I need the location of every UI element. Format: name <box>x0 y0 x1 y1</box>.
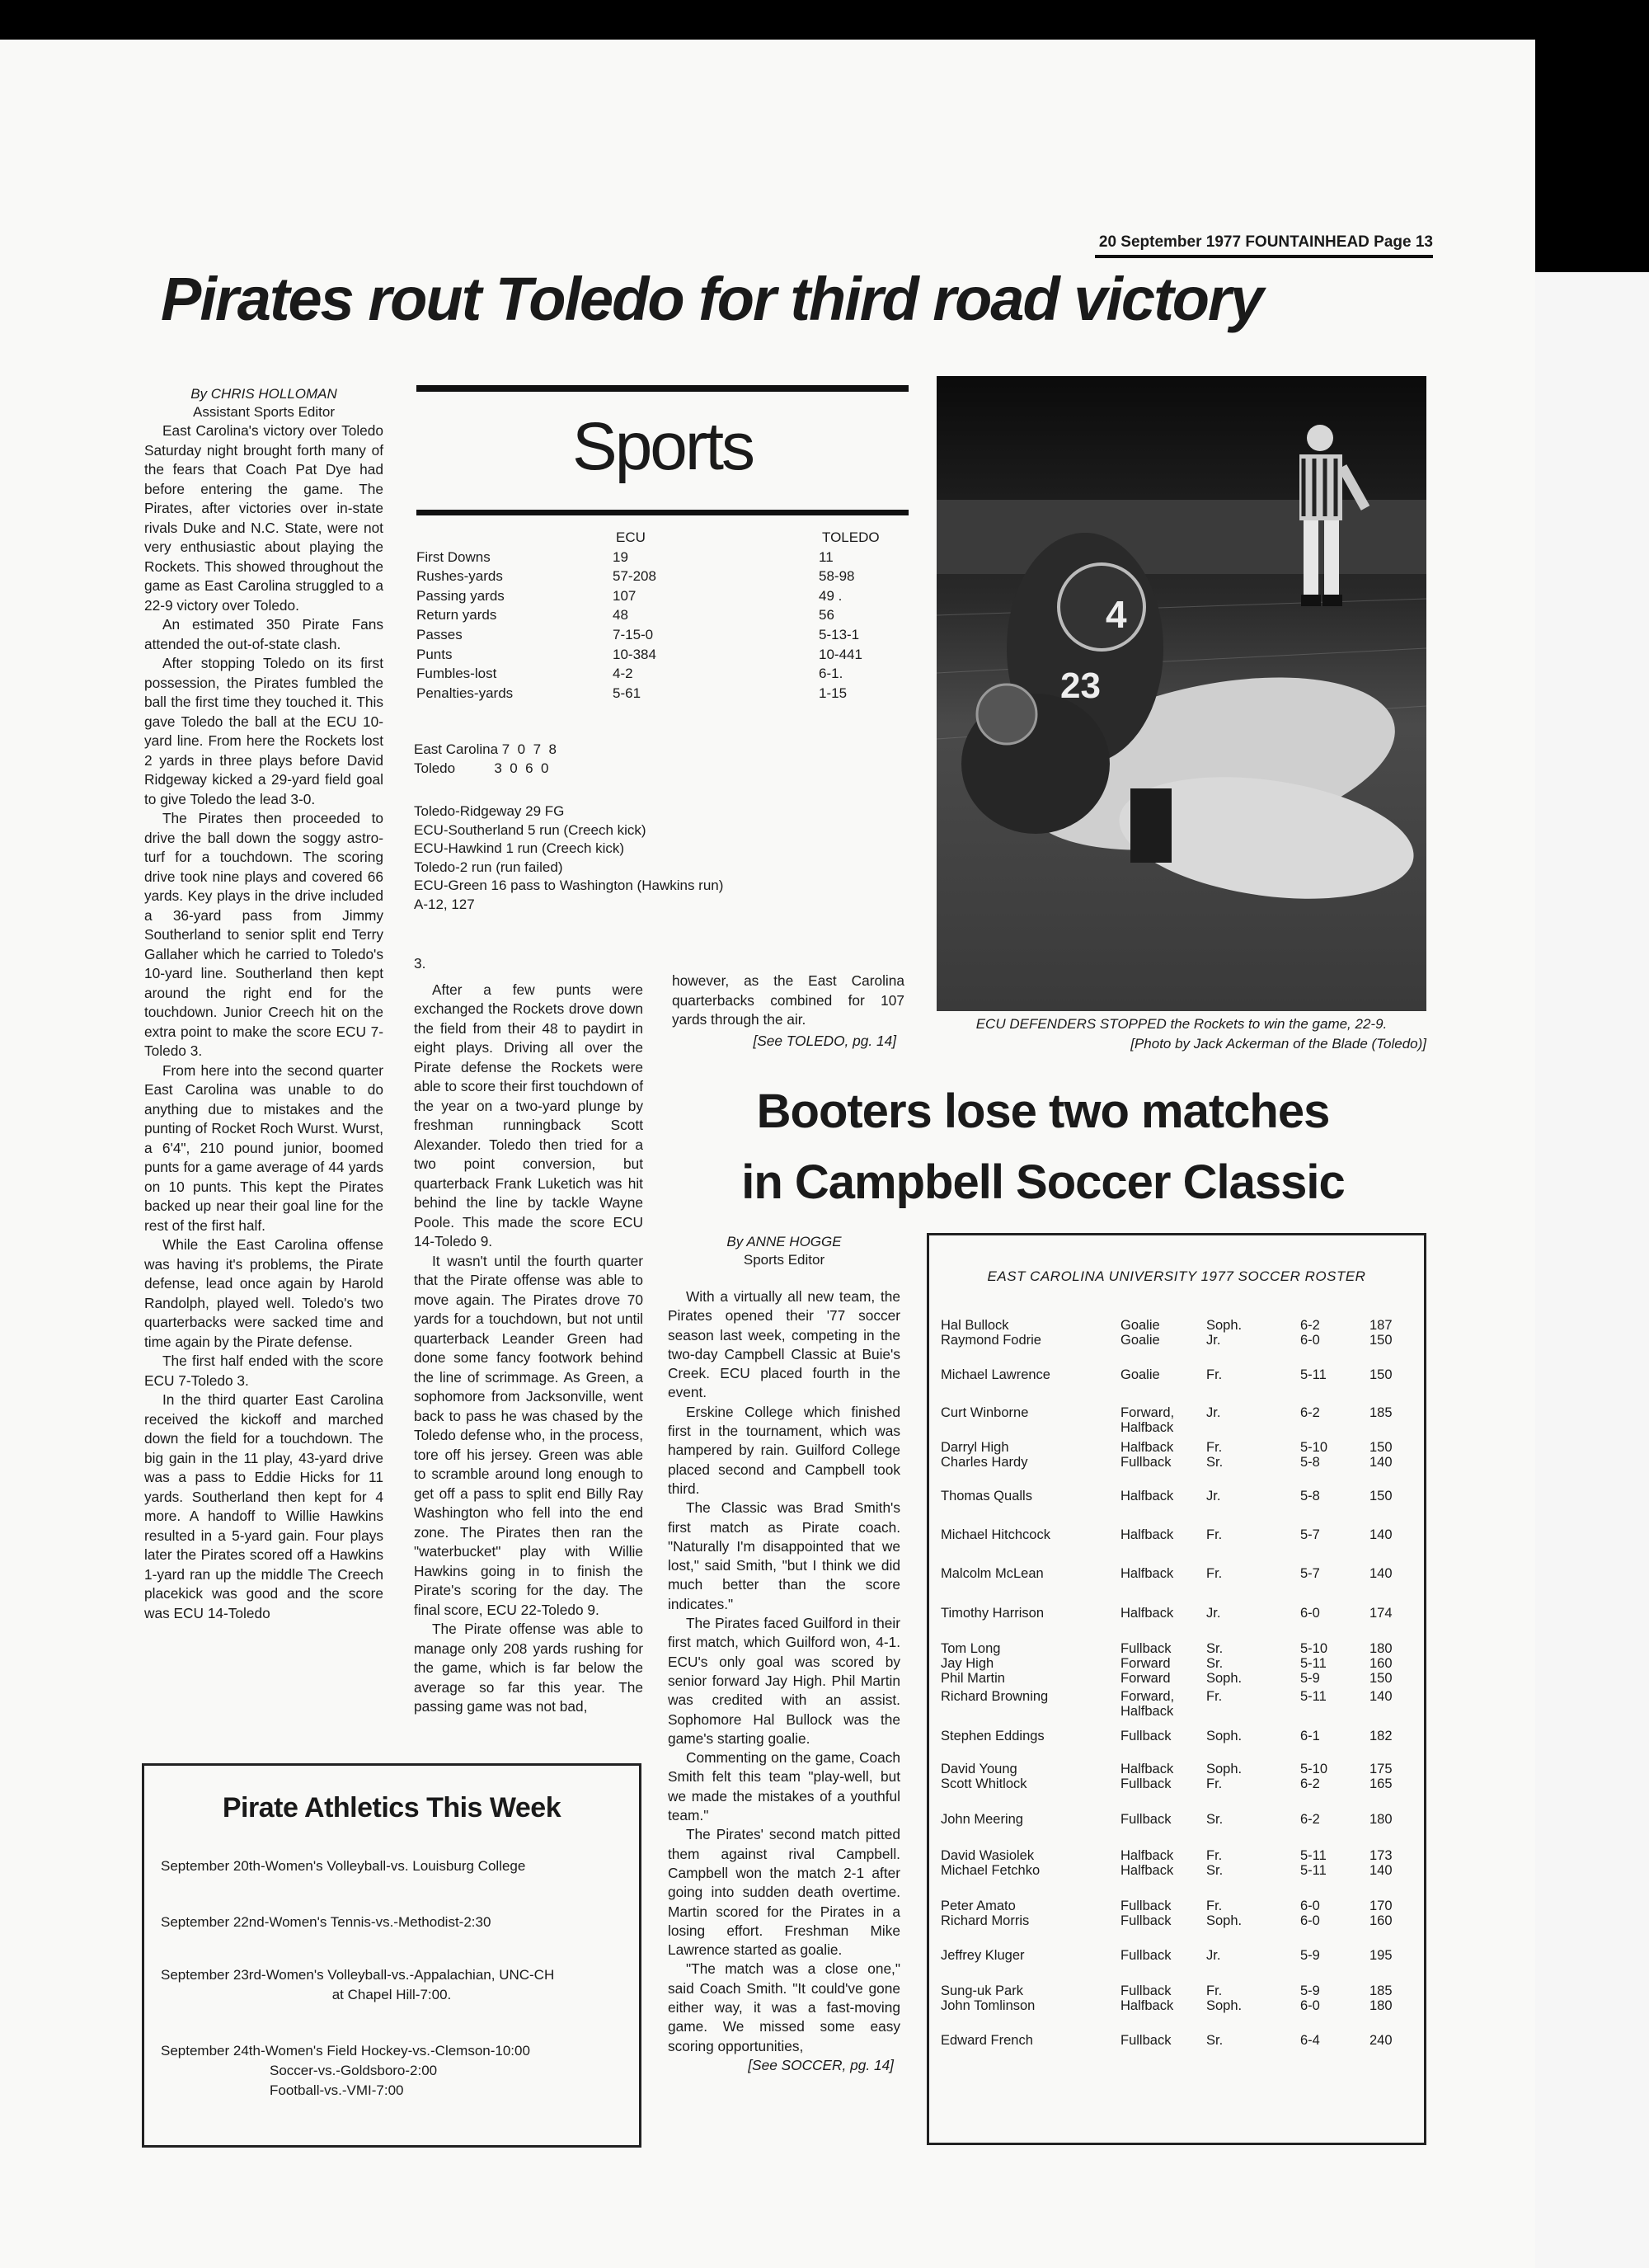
roster-cls: Jr. <box>1206 1606 1221 1621</box>
roster-wt: 180 <box>1369 1998 1393 2013</box>
roster-pos: Goalie <box>1120 1367 1160 1382</box>
col2-paragraphs <box>414 981 643 1717</box>
roster-name: Jeffrey Kluger <box>941 1948 1025 1963</box>
jersey-number: 23 <box>1060 666 1101 706</box>
roster-cls: Sr. <box>1206 1455 1224 1470</box>
roster-name: Darryl High <box>941 1440 1009 1455</box>
roster-ht: 5-9 <box>1300 1671 1320 1686</box>
roster-cls: Fr. <box>1206 1440 1223 1455</box>
roster-name: John Meering <box>941 1812 1023 1827</box>
roster-wt: 150 <box>1369 1489 1393 1503</box>
stat-label: Fumbles-lost <box>416 666 497 682</box>
stat-toledo: 5-13-1 <box>819 626 860 642</box>
roster-cls: Sr. <box>1206 1863 1224 1878</box>
stat-ecu: 107 <box>613 587 637 604</box>
roster-wt: 150 <box>1369 1440 1393 1455</box>
roster-wt: 150 <box>1369 1671 1393 1686</box>
stat-ecu: 7-15-0 <box>613 626 654 642</box>
col2-paragraph: It wasn't until the fourth quarter that the Pirate offense was able to move again. The Pirates drove 70 yards for a touchdown, but not until quarterback Leander Green had done some fancy footwork behind the line of scrimmage. As Green, a sophomore from Jacksonville, went back to pass he was chased by the Toledo defense who, in the process, tore off his jersey. Green was able to scramble around long enough to get off a pass to split end Billy Ray Washington who fell into the end zone. The Pirates then ran the "waterbucket" play with Willie Hawkins going in to finish the Pirate's scoring for the day. The final score, ECU 22-Toledo 9. <box>414 1252 643 1618</box>
roster-cls: Jr. <box>1206 1333 1221 1348</box>
roster-name: David Wasiolek <box>941 1848 1035 1863</box>
roster-pos: Halfback <box>1120 1489 1174 1503</box>
stat-ecu: 19 <box>613 548 628 565</box>
roster-ht: 6-2 <box>1300 1405 1320 1420</box>
col1-paragraph: An estimated 350 Pirate Fans attended the out-of-state clash. <box>144 616 383 652</box>
roster-name: David Young <box>941 1762 1017 1776</box>
roster-ht: 5-8 <box>1300 1455 1320 1470</box>
scoring-line: ECU-Southerland 5 run (Creech kick) <box>414 821 646 838</box>
roster-name: Peter Amato <box>941 1899 1016 1913</box>
caption-text: ECU DEFENDERS STOPPED the Rockets to win the game, 22-9. <box>975 1016 1388 1032</box>
roster-cls: Fr. <box>1206 1367 1223 1382</box>
athletics-item-line3: Football-vs.-VMI-7:00 <box>270 2082 404 2098</box>
team-stats-table <box>416 528 911 703</box>
soccer-paragraph: Erskine College which finished first in the tournament, which was hampered by rain. Guilford College placed second and Campbell took third. <box>668 1403 900 1497</box>
col1-paragraph: After stopping Toledo on its first possession, the Pirates fumbled the ball the first time they touched it. This gave Toledo the ball at the ECU 10-yard line. From here the Rockets lost 2 yards in three plays before David Ridgeway kicked a 29-yard field goal to give Toledo the lead 3-0. <box>144 655 383 807</box>
scoring-line: A-12, 127 <box>414 896 475 912</box>
roster-pos: Forward <box>1120 1656 1171 1671</box>
stat-toledo: 58-98 <box>819 568 855 585</box>
col2-paragraph: After a few punts were exchanged the Rockets drove down the field from their 48 to paydirt in eight plays. Driving all over the Pirate defense the Rockets were able to score their first touchdown of the year on a two-yard plunge by freshman runningback Scott Alexander. Toledo then tried for a two point conversion, but quarterback Frank Luketich was hit behind the line by tackle Wayne Poole. This made the score ECU 14-Toledo 9. <box>414 981 643 1249</box>
roster-wt: 140 <box>1369 1689 1393 1704</box>
roster-ht: 6-2 <box>1300 1318 1320 1333</box>
roster-cls: Fr. <box>1206 1848 1223 1863</box>
dateline: 20 September 1977 FOUNTAINHEAD Page 13 <box>1095 233 1433 258</box>
roster-cls: Fr. <box>1206 1689 1223 1704</box>
roster-cls: Soph. <box>1206 1998 1243 2013</box>
roster-cls: Fr. <box>1206 1527 1223 1542</box>
stats-row <box>416 548 911 567</box>
stat-toledo: 6-1. <box>819 666 843 682</box>
roster-cls: Fr. <box>1206 1983 1223 1998</box>
stat-label: Passes <box>416 626 463 642</box>
col2-lead: 3. <box>414 955 426 972</box>
stats-row <box>416 605 911 625</box>
roster-pos: Halfback <box>1120 1606 1174 1621</box>
roster-pos: Forward, <box>1120 1689 1175 1704</box>
roster-wt: 182 <box>1369 1729 1393 1743</box>
roster-wt: 150 <box>1369 1333 1393 1348</box>
roster-name: Tom Long <box>941 1641 1001 1656</box>
roster-pos: Halfback <box>1120 1762 1174 1776</box>
scoring-line: ECU-Green 16 pass to Washington (Hawkins run) <box>414 878 724 893</box>
roster-pos: Halfback <box>1120 1440 1174 1455</box>
roster-ht: 6-2 <box>1300 1812 1320 1827</box>
soccer-byline-title: Sports Editor <box>743 1252 825 1268</box>
stat-label: Rushes-yards <box>416 568 503 585</box>
stat-label: Passing yards <box>416 587 505 604</box>
stat-toledo: 49 . <box>819 587 843 604</box>
athletics-item-line2: at Chapel Hill-7:00. <box>331 1987 452 2002</box>
roster-ht: 5-9 <box>1300 1948 1320 1963</box>
stat-label: First Downs <box>416 548 491 565</box>
stats-row <box>416 586 911 606</box>
soccer-byline <box>668 1233 900 1269</box>
main-headline: Pirates rout Toledo for third road victory <box>161 265 1262 333</box>
roster-name: Charles Hardy <box>941 1455 1028 1470</box>
roster-pos: Halfback <box>1120 1527 1174 1542</box>
athletics-item <box>161 1856 622 1876</box>
roster-ht: 6-0 <box>1300 1913 1320 1928</box>
roster-pos: Fullback <box>1120 1913 1172 1928</box>
roster-wt: 140 <box>1369 1527 1393 1542</box>
athletics-item-line1: September 22nd-Women's Tennis-vs.-Methodist-2:30 <box>161 1914 491 1930</box>
roster-name: Timothy Harrison <box>941 1606 1044 1621</box>
roster-name: Hal Bullock <box>941 1318 1009 1333</box>
roster-wt: 187 <box>1369 1318 1393 1333</box>
stats-row <box>416 567 911 586</box>
roster-ht: 6-0 <box>1300 1333 1320 1348</box>
stat-label: Penalties-yards <box>416 685 514 701</box>
col1-paragraph: While the East Carolina offense was having it's problems, the Pirate defense, lead once again by Harold Randolph, played well. Toledo's two quarterbacks were sacked time and time again by the Pirate defense. <box>144 1236 383 1350</box>
stat-ecu: 57-208 <box>613 568 656 585</box>
soccer-jump: [See SOCCER, pg. 14] <box>748 2056 894 2073</box>
stats-row <box>416 645 911 665</box>
roster-wt: 173 <box>1369 1848 1393 1863</box>
stat-ecu: 4-2 <box>613 666 633 682</box>
roster-pos: Halfback <box>1120 1420 1174 1435</box>
roster-name: Curt Winborne <box>941 1405 1029 1420</box>
roster-name: Stephen Eddings <box>941 1729 1045 1743</box>
roster-pos: Halfback <box>1120 1863 1174 1878</box>
stats-row <box>416 625 911 645</box>
roster-wt: 195 <box>1369 1948 1393 1963</box>
roster-wt: 160 <box>1369 1913 1393 1928</box>
soccer-story-column <box>668 1233 900 2075</box>
roster-ht: 5-10 <box>1300 1440 1328 1455</box>
roster-ht: 5-10 <box>1300 1762 1328 1776</box>
roster-wt: 174 <box>1369 1606 1393 1621</box>
roster-cls: Jr. <box>1206 1489 1221 1503</box>
col1-paragraph: From here into the second quarter East Carolina was unable to do anything due to mistakes and the punting of Rocket Roch Wurst. Wurst, a 6'4", 210 pound junior, boomed punts for a game average of 44 yards on 10 punts. This kept the Pirates backed up near their goal line for the rest of the first half. <box>144 1061 383 1234</box>
athletics-item-line2: Soccer-vs.-Goldsboro-2:00 <box>270 2063 438 2078</box>
soccer-byline-name: By ANNE HOGGE <box>726 1234 842 1249</box>
roster-pos: Fullback <box>1120 1455 1172 1470</box>
roster-ht: 6-4 <box>1300 2033 1320 2048</box>
roster-ht: 5-11 <box>1300 1689 1327 1704</box>
soccer-paragraph: The Pirates faced Guilford in their first match, which Guilford won, 4-1. ECU's only goal was scored by senior forward Jay High. Phil Martin was credited with an assist. Sophomore Hal Bullock was the game's starting goalie. <box>668 1615 900 1747</box>
roster-cls: Fr. <box>1206 1899 1223 1913</box>
stat-toledo: 56 <box>819 607 834 623</box>
soccer-paragraph: "The match was a close one," said Coach Smith. "It could've gone either way, it was a fast-moving game. We missed some easy scoring opportunities, <box>668 1960 900 2054</box>
roster-wt: 140 <box>1369 1863 1393 1878</box>
stat-toledo: 1-15 <box>819 685 848 701</box>
athletics-item-line1: September 24th-Women's Field Hockey-vs.-Clemson-10:00 <box>161 2043 530 2059</box>
roster-pos: Forward, <box>1120 1405 1175 1420</box>
stat-label: Return yards <box>416 607 497 623</box>
team-b-label: TOLEDO <box>822 529 880 545</box>
roster-cls: Sr. <box>1206 1656 1224 1671</box>
roster-ht: 5-8 <box>1300 1489 1320 1503</box>
roster-name: Raymond Fodrie <box>941 1333 1041 1348</box>
roster-name: Richard Browning <box>941 1689 1049 1704</box>
athletics-item <box>161 1913 622 1932</box>
roster-pos: Fullback <box>1120 2033 1172 2048</box>
roster-wt: 180 <box>1369 1641 1393 1656</box>
roster-pos: Fullback <box>1120 1776 1172 1791</box>
roster-name: Jay High <box>941 1656 994 1671</box>
roster-ht: 5-11 <box>1300 1656 1327 1671</box>
soccer-paragraph: The Pirates' second match pitted them against rival Campbell. Campbell won the match 2-1 after going into sudden death overtime. Martin scored for the Pirates in a losing effort. Freshman Mike Lawrence started as goalie. <box>668 1826 900 1959</box>
scoring-line: Toledo-2 run (run failed) <box>414 859 563 875</box>
roster-pos: Goalie <box>1120 1318 1160 1333</box>
roster-cls: Soph. <box>1206 1729 1243 1743</box>
roster-wt: 185 <box>1369 1405 1393 1420</box>
roster-ht: 6-2 <box>1300 1776 1320 1791</box>
roster-pos: Fullback <box>1120 1948 1172 1963</box>
roster-ht: 5-7 <box>1300 1527 1320 1542</box>
stat-ecu: 5-61 <box>613 685 641 701</box>
roster-wt: 160 <box>1369 1656 1393 1671</box>
athletics-item <box>161 2041 622 2101</box>
roster-name: Edward French <box>941 2033 1033 2048</box>
roster-wt: 150 <box>1369 1367 1393 1382</box>
roster-name: Malcolm McLean <box>941 1566 1044 1581</box>
soccer-paragraph: Commenting on the game, Coach Smith felt this team "play-well, but we made the mistakes of a youthful team." <box>668 1749 900 1824</box>
roster-name: Phil Martin <box>941 1671 1005 1686</box>
roster-pos: Fullback <box>1120 1729 1172 1743</box>
athletics-title: Pirate Athletics This Week <box>222 1792 561 1823</box>
toledo-jump: [See TOLEDO, pg. 14] <box>753 1032 896 1049</box>
sports-rule-top <box>416 385 909 392</box>
roster-pos: Halfback <box>1120 1998 1174 2013</box>
roster-pos: Fullback <box>1120 1641 1172 1656</box>
soccer-headline-line1: Booters lose two matches <box>756 1085 1330 1138</box>
roster-pos: Halfback <box>1120 1566 1174 1581</box>
soccer-headline <box>680 1076 1406 1218</box>
football-photo-image <box>937 376 1426 1011</box>
roster-cls: Jr. <box>1206 1948 1221 1963</box>
roster-cls: Jr. <box>1206 1405 1221 1420</box>
roster-wt: 185 <box>1369 1983 1393 1998</box>
roster-name: Richard Morris <box>941 1913 1030 1928</box>
roster-ht: 5-11 <box>1300 1863 1327 1878</box>
scoring-line: ECU-Hawkind 1 run (Creech kick) <box>414 840 625 856</box>
roster-wt: 170 <box>1369 1899 1393 1913</box>
roster-wt: 140 <box>1369 1566 1393 1581</box>
stats-row <box>416 684 911 703</box>
roster-name: Scott Whitlock <box>941 1776 1027 1791</box>
stats-row <box>416 664 911 684</box>
col1-paragraph: East Carolina's victory over Toledo Saturday night brought forth many of the fears that Coach Pat Dye had before entering the game. The Pirates, after victories over in-state rivals Duke and N.C. State, were not very enthusiastic about playing the Rockets. This showed throughout the game as East Carolina struggled to a 22-9 victory over Toledo. <box>144 422 383 614</box>
soccer-paragraph: With a virtually all new team, the Pirates opened their '77 soccer season last week, competing in the two-day Campbell Classic at Buie's Creek. ECU placed fourth in the event. <box>668 1288 900 1401</box>
col1-paragraph: The first half ended with the score ECU 7-Toledo 3. <box>144 1353 383 1389</box>
roster-cls: Sr. <box>1206 1812 1224 1827</box>
soccer-paragraphs <box>668 1287 900 2056</box>
roster-ht: 5-9 <box>1300 1983 1320 1998</box>
athletics-item-line1: September 20th-Women's Volleyball-vs. Louisburg College <box>161 1858 526 1874</box>
stat-label: Punts <box>416 646 453 662</box>
roster-ht: 5-7 <box>1300 1566 1320 1581</box>
roster-cls: Fr. <box>1206 1776 1223 1791</box>
soccer-paragraph: The Classic was Brad Smith's first match as Pirate coach. "Naturally I'm disappointed that we lost," said Smith, "but I think we did much better than the score indicates." <box>668 1499 900 1612</box>
roster-cls: Soph. <box>1206 1671 1243 1686</box>
roster-name: Thomas Qualls <box>941 1489 1032 1503</box>
stat-toledo: 10-441 <box>819 646 862 662</box>
roster-wt: 175 <box>1369 1762 1393 1776</box>
col3-paragraph: however, as the East Carolina quarterbacks combined for 107 yards through the air. <box>672 972 904 1028</box>
main-story-column-1 <box>144 385 383 1623</box>
roster-name: John Tomlinson <box>941 1998 1036 2013</box>
jersey-number-top: 4 <box>1106 593 1127 636</box>
football-photo <box>937 376 1426 1011</box>
roster-cls: Soph. <box>1206 1913 1243 1928</box>
roster-pos: Fullback <box>1120 1983 1172 1998</box>
stat-ecu: 48 <box>613 607 628 623</box>
photo-credit: [Photo by Jack Ackerman of the Blade (Toledo)] <box>1130 1036 1426 1052</box>
roster-wt: 165 <box>1369 1776 1393 1791</box>
stats-header-row <box>416 528 911 548</box>
roster-cls: Soph. <box>1206 1318 1243 1333</box>
roster-wt: 140 <box>1369 1455 1393 1470</box>
main-story-column-3 <box>672 972 904 1051</box>
sports-rule-bottom <box>416 510 909 515</box>
roster-pos: Forward <box>1120 1671 1171 1686</box>
byline-title: Assistant Sports Editor <box>193 404 335 420</box>
roster-ht: 6-0 <box>1300 1606 1320 1621</box>
athletics-item <box>161 1965 622 2005</box>
roster-ht: 6-0 <box>1300 1998 1320 2013</box>
col1-paragraph: In the third quarter East Carolina received the kickoff and marched down the field for a touchdown. The big gain in the 11 play, 43-yard drive was a pass to Eddie Hicks for 11 yards. Southerland then kept for 4 more. A handoff to Willie Hawkins resulted in a 5-yard gain. Four plays later the Pirates scored off a Hawkins 1-yard ran up the middle The Creech placekick was good and the score was ECU 14-Toledo <box>144 1391 383 1621</box>
main-story-column-2 <box>414 954 643 1717</box>
roster-ht: 5-11 <box>1300 1367 1327 1382</box>
linescore <box>414 741 826 778</box>
byline <box>144 385 383 421</box>
col1-paragraphs <box>144 421 383 1623</box>
roster-cls: Soph. <box>1206 1762 1243 1776</box>
roster-pos: Halfback <box>1120 1704 1174 1719</box>
athletics-item-line1: September 23rd-Women's Volleyball-vs.-Appalachian, UNC-CH <box>161 1967 555 1983</box>
team-a-label: ECU <box>616 529 646 545</box>
scoring-summary <box>414 741 826 914</box>
scoring-line: Toledo-Ridgeway 29 FG <box>414 803 565 819</box>
stat-toledo: 11 <box>819 548 834 565</box>
soccer-roster-box <box>927 1233 1426 2145</box>
linescore-ecu: East Carolina 7 0 7 8 <box>414 741 557 757</box>
roster-cls: Sr. <box>1206 1641 1224 1656</box>
sports-section-title: Sports <box>572 409 753 484</box>
roster-cls: Sr. <box>1206 2033 1224 2048</box>
roster-wt: 180 <box>1369 1812 1393 1827</box>
roster-title: EAST CAROLINA UNIVERSITY 1977 SOCCER ROSTER <box>987 1268 1366 1284</box>
athletics-schedule-box <box>142 1763 641 2148</box>
linescore-toledo: Toledo 3 0 6 0 <box>414 760 549 776</box>
roster-pos: Fullback <box>1120 1812 1172 1827</box>
roster-pos: Goalie <box>1120 1333 1160 1348</box>
roster-cls: Fr. <box>1206 1566 1223 1581</box>
roster-pos: Halfback <box>1120 1848 1174 1863</box>
roster-wt: 240 <box>1369 2033 1393 2048</box>
roster-name: Michael Hitchcock <box>941 1527 1050 1542</box>
roster-name: Michael Fetchko <box>941 1863 1041 1878</box>
roster-name: Sung-uk Park <box>941 1983 1023 1998</box>
roster-ht: 6-1 <box>1300 1729 1320 1743</box>
col2-paragraph: The Pirate offense was able to manage only 208 yards rushing for the game, which is far below the average so far this year. The passing game was not bad, <box>414 1621 643 1715</box>
roster-ht: 5-11 <box>1300 1848 1327 1863</box>
roster-name: Michael Lawrence <box>941 1367 1050 1382</box>
roster-pos: Fullback <box>1120 1899 1172 1913</box>
roster-ht: 5-10 <box>1300 1641 1328 1656</box>
byline-name: By CHRIS HOLLOMAN <box>190 386 337 402</box>
soccer-headline-line2: in Campbell Soccer Classic <box>741 1155 1345 1209</box>
stat-ecu: 10-384 <box>613 646 656 662</box>
col1-paragraph: The Pirates then proceeded to drive the ball down the soggy astro-turf for a touchdown. The scoring drive took nine plays and covered 66 yards. Key plays in the drive included a 36-yard pass from Jimmy Southerland to senior split end Terry Gallaher which he carried to Toledo's 10-yard line. Southerland then kept around the right end for the touchdown. Junior Creech hit on the extra point to make the score ECU 7-Toledo 3. <box>144 810 383 1059</box>
photo-caption <box>937 1014 1426 1054</box>
roster-ht: 6-0 <box>1300 1899 1320 1913</box>
